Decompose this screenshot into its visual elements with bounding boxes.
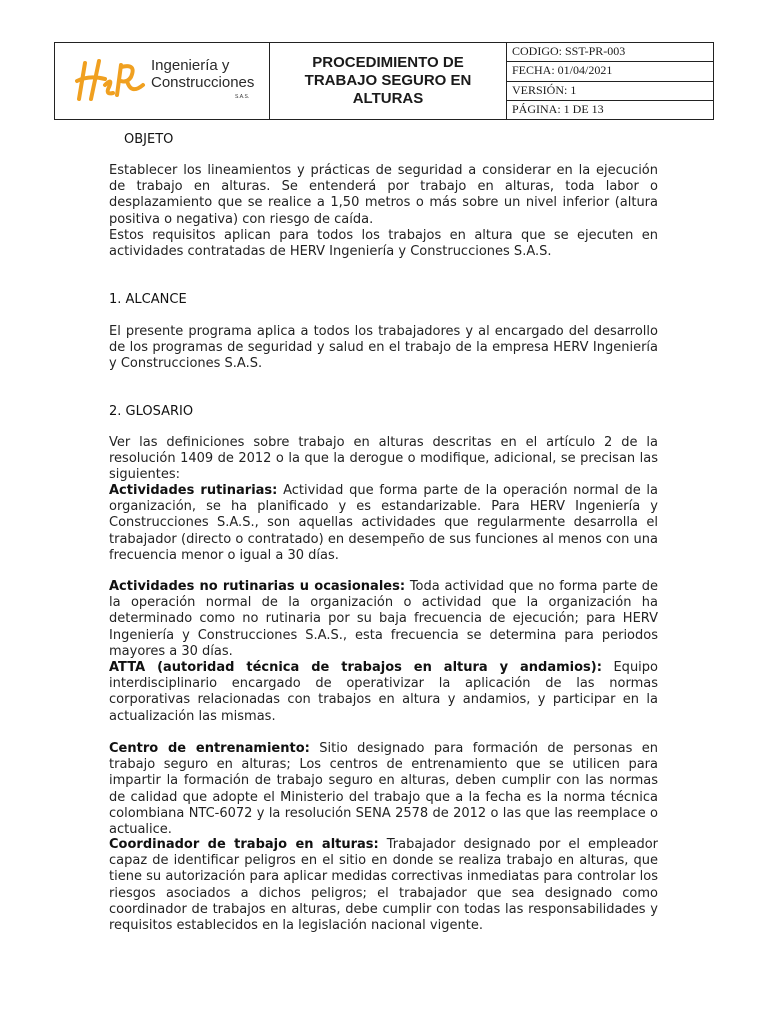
glossary-entry-actividades-rutinarias <box>109 483 658 564</box>
section-heading-alcance: 1. ALCANCE <box>109 292 187 307</box>
section-heading-glosario: 2. GLOSARIO <box>109 404 194 419</box>
alcance-paragraph-1: El presente programa aplica a todos los trabajadores y al encargado del desarrollo de los programas de seguridad y salud en el trabajo de la empresa HERV Ingeniería y Construcciones S.A.S. <box>109 324 658 372</box>
document-meta <box>507 43 713 119</box>
glossary-term: Actividades no rutinarias u ocasionales: <box>109 579 406 594</box>
objeto-paragraph-1: Establecer los lineamientos y prácticas de seguridad a considerar en la ejecución de trabajo en alturas. Se entenderá por trabajo en alturas, toda labor o desplazamiento que se realice a 1,50 metros o más sobre un nivel inferior (altura positiva o negativa) con riesgo de caída. <box>109 163 658 227</box>
glossary-entry-centro-entrenamiento <box>109 741 658 838</box>
glossary-entry-actividades-no-rutinarias <box>109 579 658 660</box>
document-code: CODIGO: SST-PR-003 <box>507 43 713 62</box>
glossary-definition: Equipo interdisciplinario encargado de operativizar la aplicación de las normas corporativas relacionadas con trabajos en altura y andamios, y participar en la actualización las mismas. <box>109 660 658 724</box>
document-header <box>54 42 714 120</box>
glossary-term: Coordinador de trabajo en alturas: <box>109 837 379 852</box>
glossary-definition: Toda actividad que no forma parte de la operación normal de la organización o actividad que la organización ha determinado como no rutinaria por su baja frecuencia de ejecución; para HERV Ingeniería y Construcciones S.A.S., esta frecuencia se determina para periodos mayores a 30 días. <box>109 579 658 659</box>
glossary-entry-coordinador <box>109 837 658 934</box>
glossary-term: ATTA (autoridad técnica de trabajos en altura y andamios): <box>109 660 602 675</box>
company-name-line2: Construcciones <box>151 74 255 91</box>
glossary-term: Centro de entrenamiento: <box>109 741 310 756</box>
company-logo <box>55 43 270 119</box>
objeto-body <box>109 163 658 260</box>
glossary-definition: Trabajador designado por el empleador capaz de identificar peligros en el sitio en donde se realiza trabajo en alturas, que tiene su autorización para aplicar medidas correctivas inmediatas para controlar los riesgos asociados a dichos peligros; el trabajador que sea designado como coordinador de trabajos en alturas, debe cumplir con todas las responsabilidades y requisitos establecidos en la legislación nacional vigente. <box>109 837 658 934</box>
glossary-term: Actividades rutinarias: <box>109 483 278 498</box>
glosario-intro: Ver las definiciones sobre trabajo en alturas descritas en el artículo 2 de la resolución 1409 de 2012 o la que la derogue o modifique, adicional, se precisan las siguientes: <box>109 435 658 483</box>
document-title: PROCEDIMIENTO DE TRABAJO SEGURO EN ALTURAS <box>270 43 507 119</box>
document-date: FECHA: 01/04/2021 <box>507 62 713 81</box>
herv-logo-icon <box>75 55 149 105</box>
company-name <box>151 57 254 91</box>
objeto-paragraph-2: Estos requisitos aplican para todos los trabajos en altura que se ejecuten en actividades contratadas de HERV Ingeniería y Construcciones S.A.S. <box>109 227 658 260</box>
glossary-definition: Actividad que forma parte de la operación normal de la organización, se ha planificado y es estandarizable. Para HERV Ingeniería y Construcciones S.A.S., son aquellas actividades que regularmente desarrolla el trabajador (directo o contratado) en desempeño de sus funciones al menos con una frecuencia menor o igual a 30 días. <box>109 483 659 563</box>
glossary-entry-atta <box>109 660 658 725</box>
document-version: VERSIÓN: 1 <box>507 82 713 101</box>
glossary-definition: Sitio designado para formación de personas en trabajo seguro en alturas; Los centros de entrenamiento que se utilicen para impartir la formación de trabajo seguro en alturas, deben cumplir con las normas de calidad que adopte el Ministerio del trabajo que a la fecha es la norma técnica colombiana NTC-6072 y la resolución SENA 2578 de 2012 o las que las reemplace o actualice. <box>109 741 658 838</box>
company-name-line1: Ingeniería y <box>151 57 230 74</box>
document-page-number: PÁGINA: 1 DE 13 <box>512 101 604 116</box>
alcance-body <box>109 324 658 373</box>
section-heading-objeto: OBJETO <box>124 132 174 147</box>
company-suffix: S.A.S. <box>235 94 250 100</box>
